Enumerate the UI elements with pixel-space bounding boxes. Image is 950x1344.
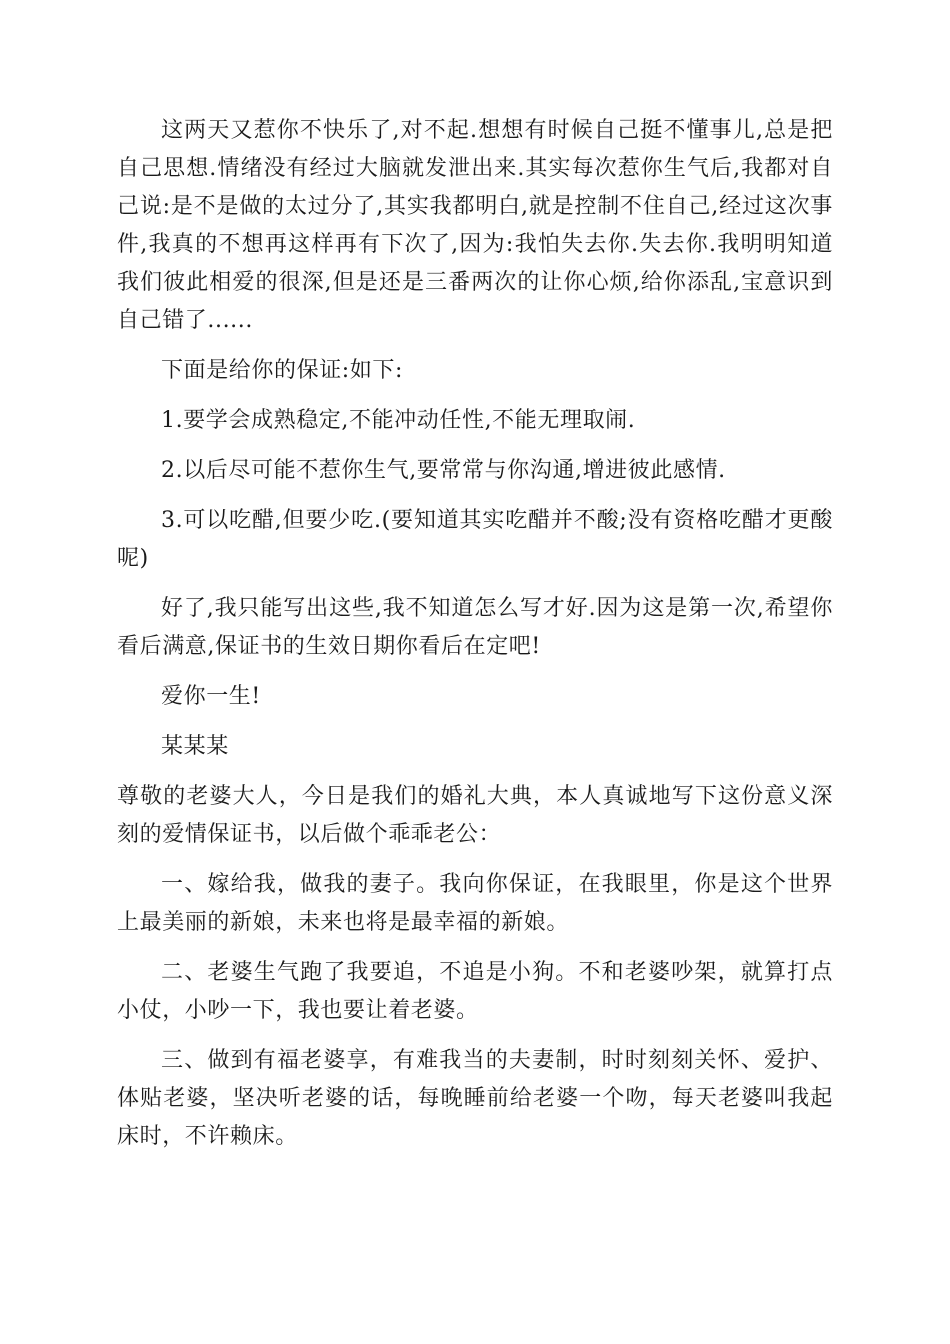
- wedding-promise-3: 三、做到有福老婆享，有难我当的夫妻制，时时刻刻关怀、爱护、体贴老婆，坚决听老婆的话，每晚睡前给老婆一个吻，每天老婆叫我起床时，不许赖床。: [117, 1048, 833, 1149]
- document-body: [117, 112, 833, 1168]
- apology-paragraph: 这两天又惹你不快乐了,对不起.想想有时候自己挺不懂事儿,总是把自己思想.情绪没有经过大脑就发泄出来.其实每次惹你生气后,我都对自己说:是不是做的太过分了,其实我都明白,就是控制不住自己,经过这次事件,我真的不想再这样再有下次了,因为:我怕失去你.失去你.我明明知道我们彼此相爱的很深,但是还是三番两次的让你心烦,给你添乱,宝意识到自己错了......: [117, 118, 833, 333]
- promise-item-2: 2.以后尽可能不惹你生气,要常常与你沟通,增进彼此感情.: [161, 458, 726, 483]
- signature-line: 某某某: [161, 734, 229, 759]
- closing-paragraph: 好了,我只能写出这些,我不知道怎么写才好.因为这是第一次,希望你看后满意,保证书的生效日期你看后在定吧!: [117, 596, 833, 659]
- love-you-line: 爱你一生!: [161, 684, 261, 709]
- promise-item-3: 3.可以吃醋,但要少吃.(要知道其实吃醋并不酸;没有资格吃醋才更酸呢): [117, 508, 833, 571]
- promise-intro: 下面是给你的保证:如下:: [161, 358, 404, 383]
- promise-item-1: 1.要学会成熟稳定,不能冲动任性,不能无理取闹.: [161, 408, 636, 433]
- wedding-intro-paragraph: 尊敬的老婆大人，今日是我们的婚礼大典，本人真诚地写下这份意义深刻的爱情保证书，以后做个乖乖老公：: [117, 784, 833, 847]
- wedding-promise-2: 二、老婆生气跑了我要追，不追是小狗。不和老婆吵架，就算打点小仗，小吵一下，我也要让着老婆。: [117, 960, 833, 1023]
- wedding-promise-1: 一、嫁给我，做我的妻子。我向你保证，在我眼里，你是这个世界上最美丽的新娘，未来也将是最幸福的新娘。: [117, 872, 833, 935]
